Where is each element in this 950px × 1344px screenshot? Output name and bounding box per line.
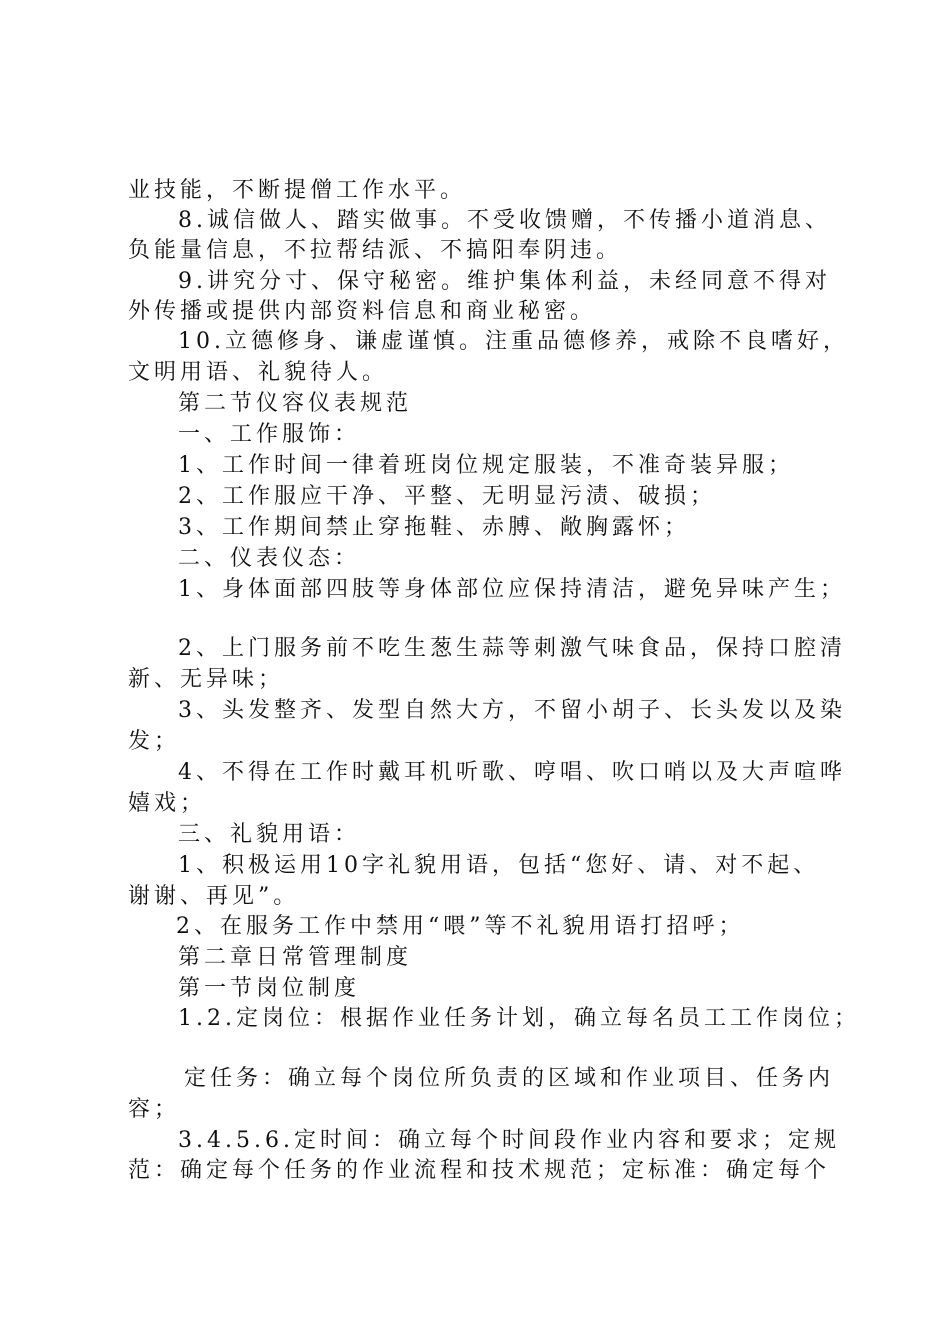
text-line: 2、工作服应干净、平整、无明显污渍、破损；	[178, 484, 716, 509]
text-line: 容；	[128, 1097, 181, 1122]
text-line: 业技能，不断提僧工作水平。	[128, 178, 467, 203]
text-line: 3、工作期间禁止穿拖鞋、赤膊、敞胸露怀；	[178, 515, 690, 540]
text-line: 负能量信息，不拉帮结派、不搞阳奉阴违。	[128, 238, 623, 263]
text-line: 4、不得在工作时戴耳机听歌、哼唱、吹口哨以及大声喧哗	[178, 760, 846, 785]
text-line: 3、头发整齐、发型自然大方，不留小胡子、长头发以及染	[178, 698, 846, 723]
text-line: 定任务：确立每个岗位所负责的区域和作业项目、任务内	[184, 1066, 835, 1091]
text-line: 8.诚信做人、踏实做事。不受收馈赠，不传播小道消息、	[178, 208, 831, 233]
subsection-heading: 三、礼貌用语：	[178, 822, 361, 847]
text-line: 1、积极运用10字礼貌用语，包括“您好、请、对不起、	[178, 853, 820, 878]
subsection-heading: 二、仪表仪态：	[178, 546, 361, 571]
text-line: 新、无异味；	[128, 667, 285, 692]
text-line: 2、上门服务前不吃生葱生蒜等刺激气味食品，保持口腔清	[178, 636, 846, 661]
text-line: 3.4.5.6.定时间：确立每个时间段作业内容和要求；定规	[178, 1128, 840, 1153]
text-line: 2、在服务工作中禁用“喂”等不礼貌用语打招呼；	[176, 914, 745, 939]
text-line: 1、身体面部四肢等身体部位应保持清洁，避免异味产生；	[178, 577, 846, 602]
text-line: 文明用语、礼貌待人。	[128, 360, 389, 385]
text-line: 1、工作时间一律着班岗位规定服装，不准奇装异服；	[178, 453, 794, 478]
text-line: 1.2.定岗位：根据作业任务计划，确立每名员工工作岗位；	[178, 1006, 860, 1031]
text-line: 10.立德修身、谦虚谨慎。注重品德修养，戒除不良嗜好，	[178, 329, 849, 354]
text-line: 嬉戏；	[128, 791, 207, 816]
section-heading: 第二节仪容仪表规范	[178, 391, 413, 416]
subsection-heading: 一、工作服饰：	[178, 422, 361, 447]
text-line: 发；	[128, 729, 181, 754]
text-line: 谢谢、再见”。	[128, 884, 300, 909]
text-line: 9.讲究分寸、保守秘密。维护集体利益，未经同意不得对	[178, 269, 831, 294]
section-heading: 第一节岗位制度	[178, 976, 361, 1001]
chapter-heading: 第二章日常管理制度	[178, 945, 413, 970]
text-line: 外传播或提供内部资料信息和商业秘密。	[128, 299, 597, 324]
text-line: 范：确定每个任务的作业流程和技术规范；定标准：确定每个	[128, 1158, 831, 1183]
